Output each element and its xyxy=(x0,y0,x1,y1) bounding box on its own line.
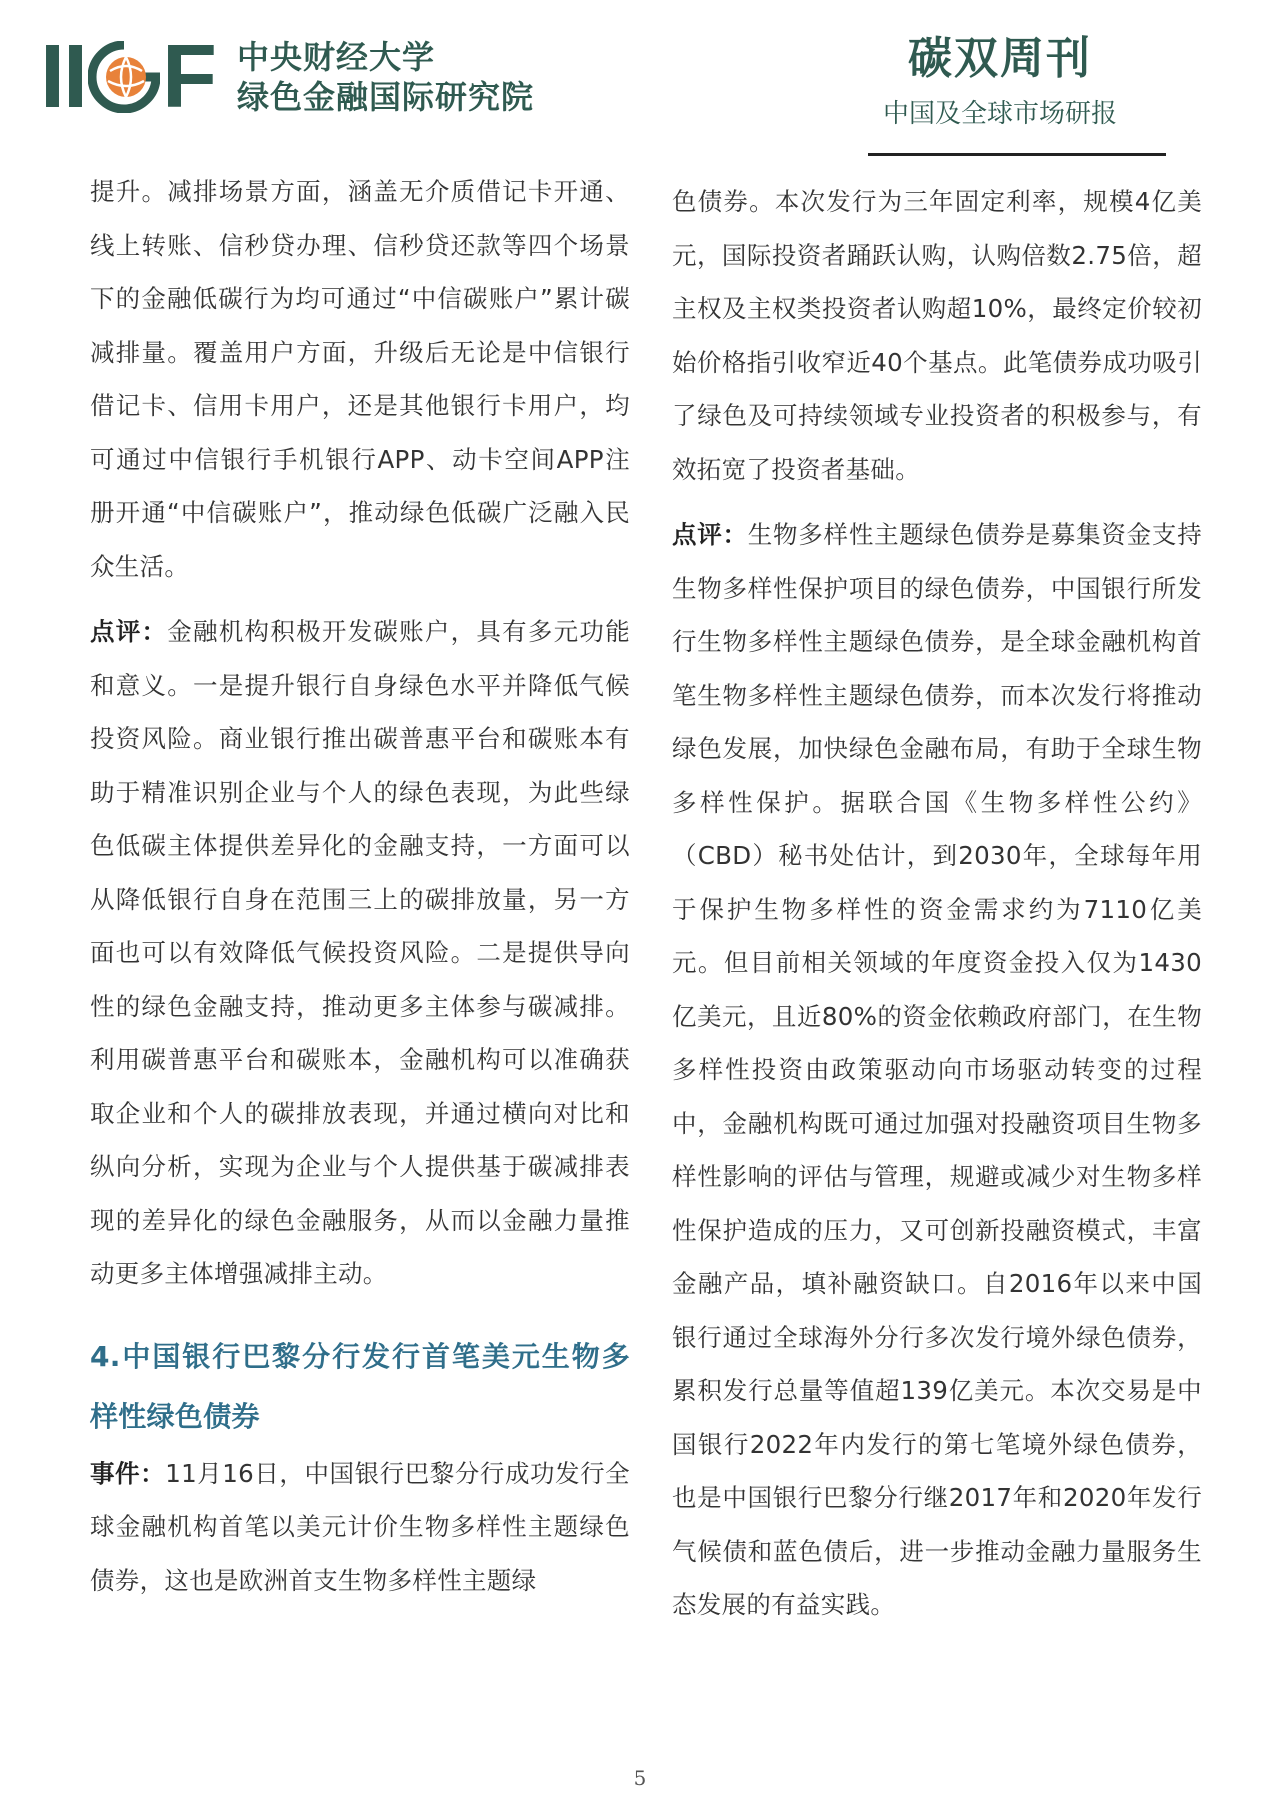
right-column xyxy=(672,175,1202,1632)
logo-letters-right: F xyxy=(162,27,215,127)
event-paragraph xyxy=(90,1447,630,1608)
body-paragraph: 提升。减排场景方面，涵盖无介质借记卡开通、线上转账、信秒贷办理、信秒贷还款等四个场景下的金融低碳行为均可通过“中信碳账户”累计碳减排量。覆盖用户方面，升级后无论是中信银行借记卡、信用卡用户，还是其他银行卡用户，均可通过中信银行手机银行APP、动卡空间APP注册开通“中信碳账户”，推动绿色低碳广泛融入民众生活。 xyxy=(90,177,630,581)
org-name xyxy=(237,37,534,117)
comment-paragraph xyxy=(90,605,630,1301)
comment-text: 生物多样性主题绿色债券是募集资金支持生物多样性保护项目的绿色债券，中国银行所发行生物多样性主题绿色债券，是全球金融机构首笔生物多样性主题绿色债券，而本次发行将推动绿色发展，加快绿色金融布局，有助于全球生物多样性保护。据联合国《生物多样性公约》（CBD）秘书处估计，到2030年，全球每年用于保护生物多样性的资金需求约为7110亿美元。但目前相关领域的年度资金投入仅为1430亿美元，且近80%的资金依赖政府部门，在生物多样性投资由政策驱动向市场驱动转变的过程中，金融机构既可通过加强对投融资项目生物多样性影响的评估与管理，规避或减少对生物多样性保护造成的压力，又可创新投融资模式，丰富金融产品，填补融资缺口。自2016年以来中国银行通过全球海外分行多次发行境外绿色债券，累积发行总量等值超139亿美元。本次交易是中国银行2022年内发行的第七笔境外绿色债券，也是中国银行巴黎分行继2017年和2020年发行气候债和蓝色债后，进一步推动金融力量服务生态发展的有益实践。 xyxy=(672,520,1202,1619)
iigf-logo-mark xyxy=(40,27,215,127)
event-text: 11月16日，中国银行巴黎分行成功发行全球金融机构首笔以美元计价生物多样性主题绿色债券，这也是欧洲首支生物多样性主题绿 xyxy=(90,1458,630,1595)
body-paragraph: 色债券。本次发行为三年固定利率，规模4亿美元，国际投资者踊跃认购，认购倍数2.75倍，超主权及主权类投资者认购超10%，最终定价较初始价格指引收窄近40个基点。此笔债券成功吸引了绿色及可持续领域专业投资者的积极参与，有效拓宽了投资者基础。 xyxy=(672,187,1202,484)
logo-letters-left: II xyxy=(40,27,87,127)
comment-paragraph xyxy=(672,508,1202,1632)
comment-text: 金融机构积极开发碳账户，具有多元功能和意义。一是提升银行自身绿色水平并降低气候投资风险。商业银行推出碳普惠平台和碳账本有助于精准识别企业与个人的绿色表现，为此些绿色低碳主体提供差异化的金融支持，一方面可以从降低银行自身在范围三上的碳排放量，另一方面也可以有效降低气候投资风险。二是提供导向性的绿色金融支持，推动更多主体参与碳减排。利用碳普惠平台和碳账本，金融机构可以准确获取企业和个人的碳排放表现，并通过横向对比和纵向分析，实现为企业与个人提供基于碳减排表现的差异化的绿色金融服务，从而以金融力量推动更多主体增强减排主动。 xyxy=(90,617,630,1288)
publication-title: 碳双周刊 xyxy=(908,33,1092,84)
publication-brand xyxy=(840,30,1160,134)
institute-logo xyxy=(40,27,535,127)
comment-label: 点评： xyxy=(90,617,168,646)
left-column xyxy=(90,165,630,1607)
event-label: 事件： xyxy=(90,1458,166,1488)
page-number: 5 xyxy=(633,1766,647,1790)
org-name-line2: 绿色金融国际研究院 xyxy=(237,78,535,116)
comment-label: 点评： xyxy=(672,520,748,549)
header-divider xyxy=(868,153,1166,156)
org-name-line1: 中央财经大学 xyxy=(237,38,436,76)
globe-icon xyxy=(88,41,160,113)
section-heading: 4.中国银行巴黎分行发行首笔美元生物多样性绿色债券 xyxy=(90,1339,630,1433)
publication-subtitle: 中国及全球市场研报 xyxy=(882,99,1117,129)
